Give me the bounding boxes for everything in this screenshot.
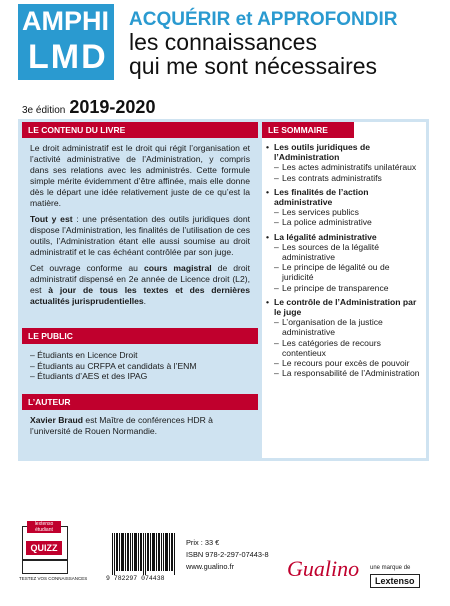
collection-subtitle: ACQUÉRIR et APPROFONDIR	[129, 9, 398, 30]
paragraph-tout-y-est-text: : une présentation des outils juridiques dont dispose l’Administration, les finalités de l’utilisation de ces outils, l’Administration étant elle aussi soumise au droit administratif et le cas échéant contrôlée par son juge.	[30, 214, 250, 257]
sommaire-item: – L’organisation de la justice administrative	[274, 317, 420, 337]
title-line-1: les connaissances	[129, 29, 317, 55]
ouvrage-text-c: de droit administratif dispensé en 2e année de Licence droit (L2), est	[30, 263, 250, 295]
ouvrage-text-e: .	[143, 296, 147, 306]
public-list	[30, 350, 250, 382]
sommaire-list	[274, 142, 420, 378]
barcode-icon	[112, 533, 176, 575]
collection-title	[129, 30, 429, 78]
isbn: ISBN 978-2-297-07443-8	[186, 550, 269, 559]
section-public	[22, 328, 258, 382]
logo-amphi: AMPHI	[22, 6, 109, 36]
heading-auteur: L’AUTEUR	[22, 394, 258, 410]
price: Prix : 33 €	[186, 538, 220, 547]
logo-lmd: LMD	[28, 38, 108, 76]
sommaire-item: – La police administrative	[274, 217, 420, 227]
section-auteur	[22, 394, 258, 437]
section-contenu	[22, 122, 258, 307]
gualino-logo: Gualino	[287, 556, 360, 581]
sommaire-item: – Les contrats administratifs	[274, 173, 420, 183]
sommaire-section-title: • Les finalités de l’action administrative	[274, 187, 420, 207]
auteur-bio	[30, 415, 250, 437]
heading-contenu: LE CONTENU DU LIVRE	[22, 122, 258, 138]
paragraph-tout-y-est-bold: Tout y est	[30, 214, 73, 224]
quizz-brand: lextenso étudiant	[27, 521, 61, 533]
ouvrage-text-a: Cet ouvrage conforme au	[30, 263, 144, 273]
ouvrage-bold-b: cours magistral	[143, 263, 212, 273]
title-line-2: qui me sont nécessaires	[129, 53, 378, 79]
sommaire-column	[262, 122, 426, 458]
public-item: – Étudiants au CRFPA et candidats à l’ENM	[30, 360, 197, 371]
paragraph-tout-y-est	[30, 214, 250, 258]
sommaire-item: – Le recours pour excès de pouvoir	[274, 358, 420, 368]
auteur-text: est Maître de conférences HDR à l’université de Rouen Normandie.	[30, 415, 213, 436]
quizz-caption: TESTEZ VOS CONNAISSANCES	[19, 576, 88, 581]
quizz-badge	[19, 521, 88, 581]
sommaire-section-title: • Le contrôle de l’Administration par le juge	[274, 297, 420, 317]
auteur-name: Xavier Braud	[30, 415, 84, 425]
public-item: – Étudiants d’AES et des IPAG	[30, 371, 148, 381]
paragraph-intro: Le droit administratif est le droit qui régit l’organisation et l’activité administrative de l’Administration, y compris dans ses relations avec les administrés. Cette formule simple mérite évidemment d’être affinée, mais elle donne dès le départ une idée relativement juste de ce qu’est la matière.	[30, 143, 250, 208]
sommaire-item: – Les actes administratifs unilatéraux	[274, 162, 420, 172]
quizz-label: QUIZZ	[26, 541, 62, 555]
website: www.gualino.fr	[186, 562, 235, 571]
heading-sommaire: LE SOMMAIRE	[262, 122, 354, 138]
cover-header	[0, 0, 450, 92]
lextenso-mark	[370, 565, 430, 589]
laptop-base-icon	[23, 559, 67, 561]
marque-text: une marque de	[370, 565, 411, 571]
barcode-digits: 9 782297 074438	[106, 575, 165, 582]
edition-number: 3e édition	[22, 105, 66, 116]
sommaire-section-title: • La légalité administrative	[274, 232, 420, 242]
heading-public: LE PUBLIC	[22, 328, 258, 344]
sommaire-item: – Les services publics	[274, 207, 420, 217]
paragraph-ouvrage	[30, 263, 250, 307]
price-info	[186, 537, 269, 573]
sommaire-item: – La responsabilité de l’Administration	[274, 368, 420, 378]
public-item: – Étudiants en Licence Droit	[30, 350, 138, 360]
sommaire-item: – Le principe de transparence	[274, 283, 420, 293]
sommaire-item: – Le principe de légalité ou de juridicité	[274, 262, 420, 282]
lextenso-logo: Lextenso	[370, 574, 420, 588]
amphi-lmd-logo	[18, 4, 114, 80]
ouvrage-bold-d: à jour de tous les textes et des dernières actualités jurisprudentielles	[30, 285, 250, 306]
sommaire-section-title: • Les outils juridiques de l’Administration	[274, 142, 420, 162]
edition-years: 2019-2020	[69, 97, 156, 117]
edition-line	[22, 97, 155, 118]
isbn-barcode	[106, 533, 178, 581]
sommaire-item: – Les sources de la légalité administrative	[274, 242, 420, 262]
sommaire-item: – Les catégories de recours contentieux	[274, 338, 420, 358]
